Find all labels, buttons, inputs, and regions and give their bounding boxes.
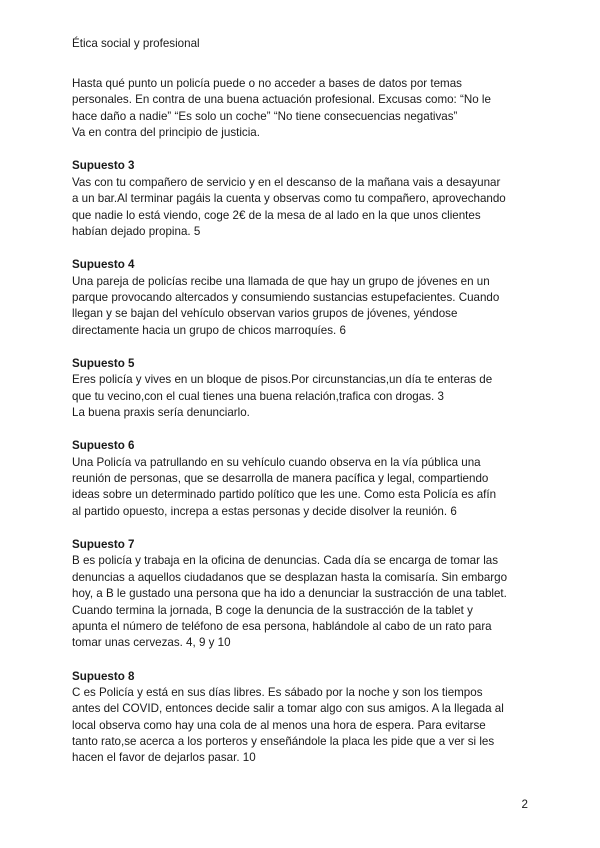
text-line: Va en contra del principio de justicia. [72, 126, 260, 140]
text-line: hacen el favor de dejarlos pasar. 10 [72, 751, 256, 765]
page-number: 2 [521, 798, 528, 811]
text-line: tanto rato,se acerca a los porteros y enseñándole la placa les pide que a ver si les [72, 735, 495, 749]
text-line: llegan y se bajan del vehículo observan varios grupos de jóvenes, yéndose [72, 307, 458, 321]
section-heading: Supuesto 5 [72, 356, 135, 370]
document-body [72, 76, 532, 784]
text-line: B es policía y trabaja en la oficina de denuncias. Cada día se encarga de tomar las [72, 554, 499, 568]
section-heading: Supuesto 8 [72, 669, 135, 683]
section-heading: Supuesto 6 [72, 439, 135, 453]
section-supuesto-6 [72, 438, 532, 520]
text-line: parque provocando altercados y consumiendo sustancias estupefacientes. Cuando [72, 290, 500, 304]
text-line: La buena praxis sería denunciarlo. [72, 406, 250, 420]
section-supuesto-4 [72, 257, 532, 339]
text-line: Una Policía va patrullando en su vehículo cuando observa en la vía pública una [72, 455, 481, 469]
section-supuesto-8 [72, 669, 532, 767]
text-line: tomar unas cervezas. 4, 9 y 10 [72, 636, 231, 650]
text-line: hoy, a B le gustado una persona que ha ido a denunciar la sustracción de una tablet. [72, 587, 507, 601]
text-line: que nadie lo está viendo, coge 2€ de la mesa de al lado en la que unos clientes [72, 208, 481, 222]
section-heading: Supuesto 3 [72, 159, 135, 173]
text-line: al partido opuesto, increpa a estas personas y decide disolver la reunión. 6 [72, 504, 457, 518]
section-supuesto-3 [72, 158, 532, 240]
text-line: Eres policía y vives en un bloque de pisos.Por circunstancias,un día te enteras de [72, 373, 493, 387]
text-line: local observa como hay una cola de al menos una hora de espera. Para evitarse [72, 718, 486, 732]
text-line: Una pareja de policías recibe una llamada de que hay un grupo de jóvenes en un [72, 274, 490, 288]
section-heading: Supuesto 4 [72, 258, 135, 272]
section-supuesto-5 [72, 356, 532, 422]
text-line: directamente hacia un grupo de chicos marroquíes. 6 [72, 323, 346, 337]
text-line: hace daño a nadie” “Es solo un coche” “No tiene consecuencias negativas” [72, 109, 458, 123]
text-line: a un bar.Al terminar pagáis la cuenta y observas como tu compañero, aprovechando [72, 192, 506, 206]
text-line: C es Policía y está en sus días libres. Es sábado por la noche y son los tiempos [72, 685, 483, 699]
text-line: Cuando termina la jornada, B coge la denuncia de la sustracción de la tablet y [72, 603, 473, 617]
text-line: ideas sobre un determinado partido político que les une. Como esta Policía es afín [72, 488, 497, 502]
section-heading: Supuesto 7 [72, 537, 135, 551]
text-line: reunión de personas, que se desarrolla de manera pacífica y legal, compartiendo [72, 472, 489, 485]
text-line: antes del COVID, entonces decide salir a tomar algo con sus amigos. A la llegada al [72, 702, 504, 716]
text-line: personales. En contra de una buena actuación profesional. Excusas como: “No le [72, 93, 491, 107]
text-line: que tu vecino,con el cual tienes una buena relación,trafica con drogas. 3 [72, 389, 444, 403]
intro-paragraph [72, 76, 532, 142]
text-line: apunta el número de teléfono de esa persona, hablándole al cabo de un rato para [72, 619, 492, 633]
text-line: Hasta qué punto un policía puede o no acceder a bases de datos por temas [72, 77, 462, 90]
text-line: denuncias a aquellos ciudadanos que se desplazan hasta la comisaría. Sin embargo [72, 570, 508, 584]
text-line: habían dejado propina. 5 [72, 224, 201, 238]
text-line: Vas con tu compañero de servicio y en el descanso de la mañana vais a desayunar [72, 175, 501, 189]
page-header: Ética social y profesional [72, 37, 200, 50]
section-supuesto-7 [72, 537, 532, 652]
